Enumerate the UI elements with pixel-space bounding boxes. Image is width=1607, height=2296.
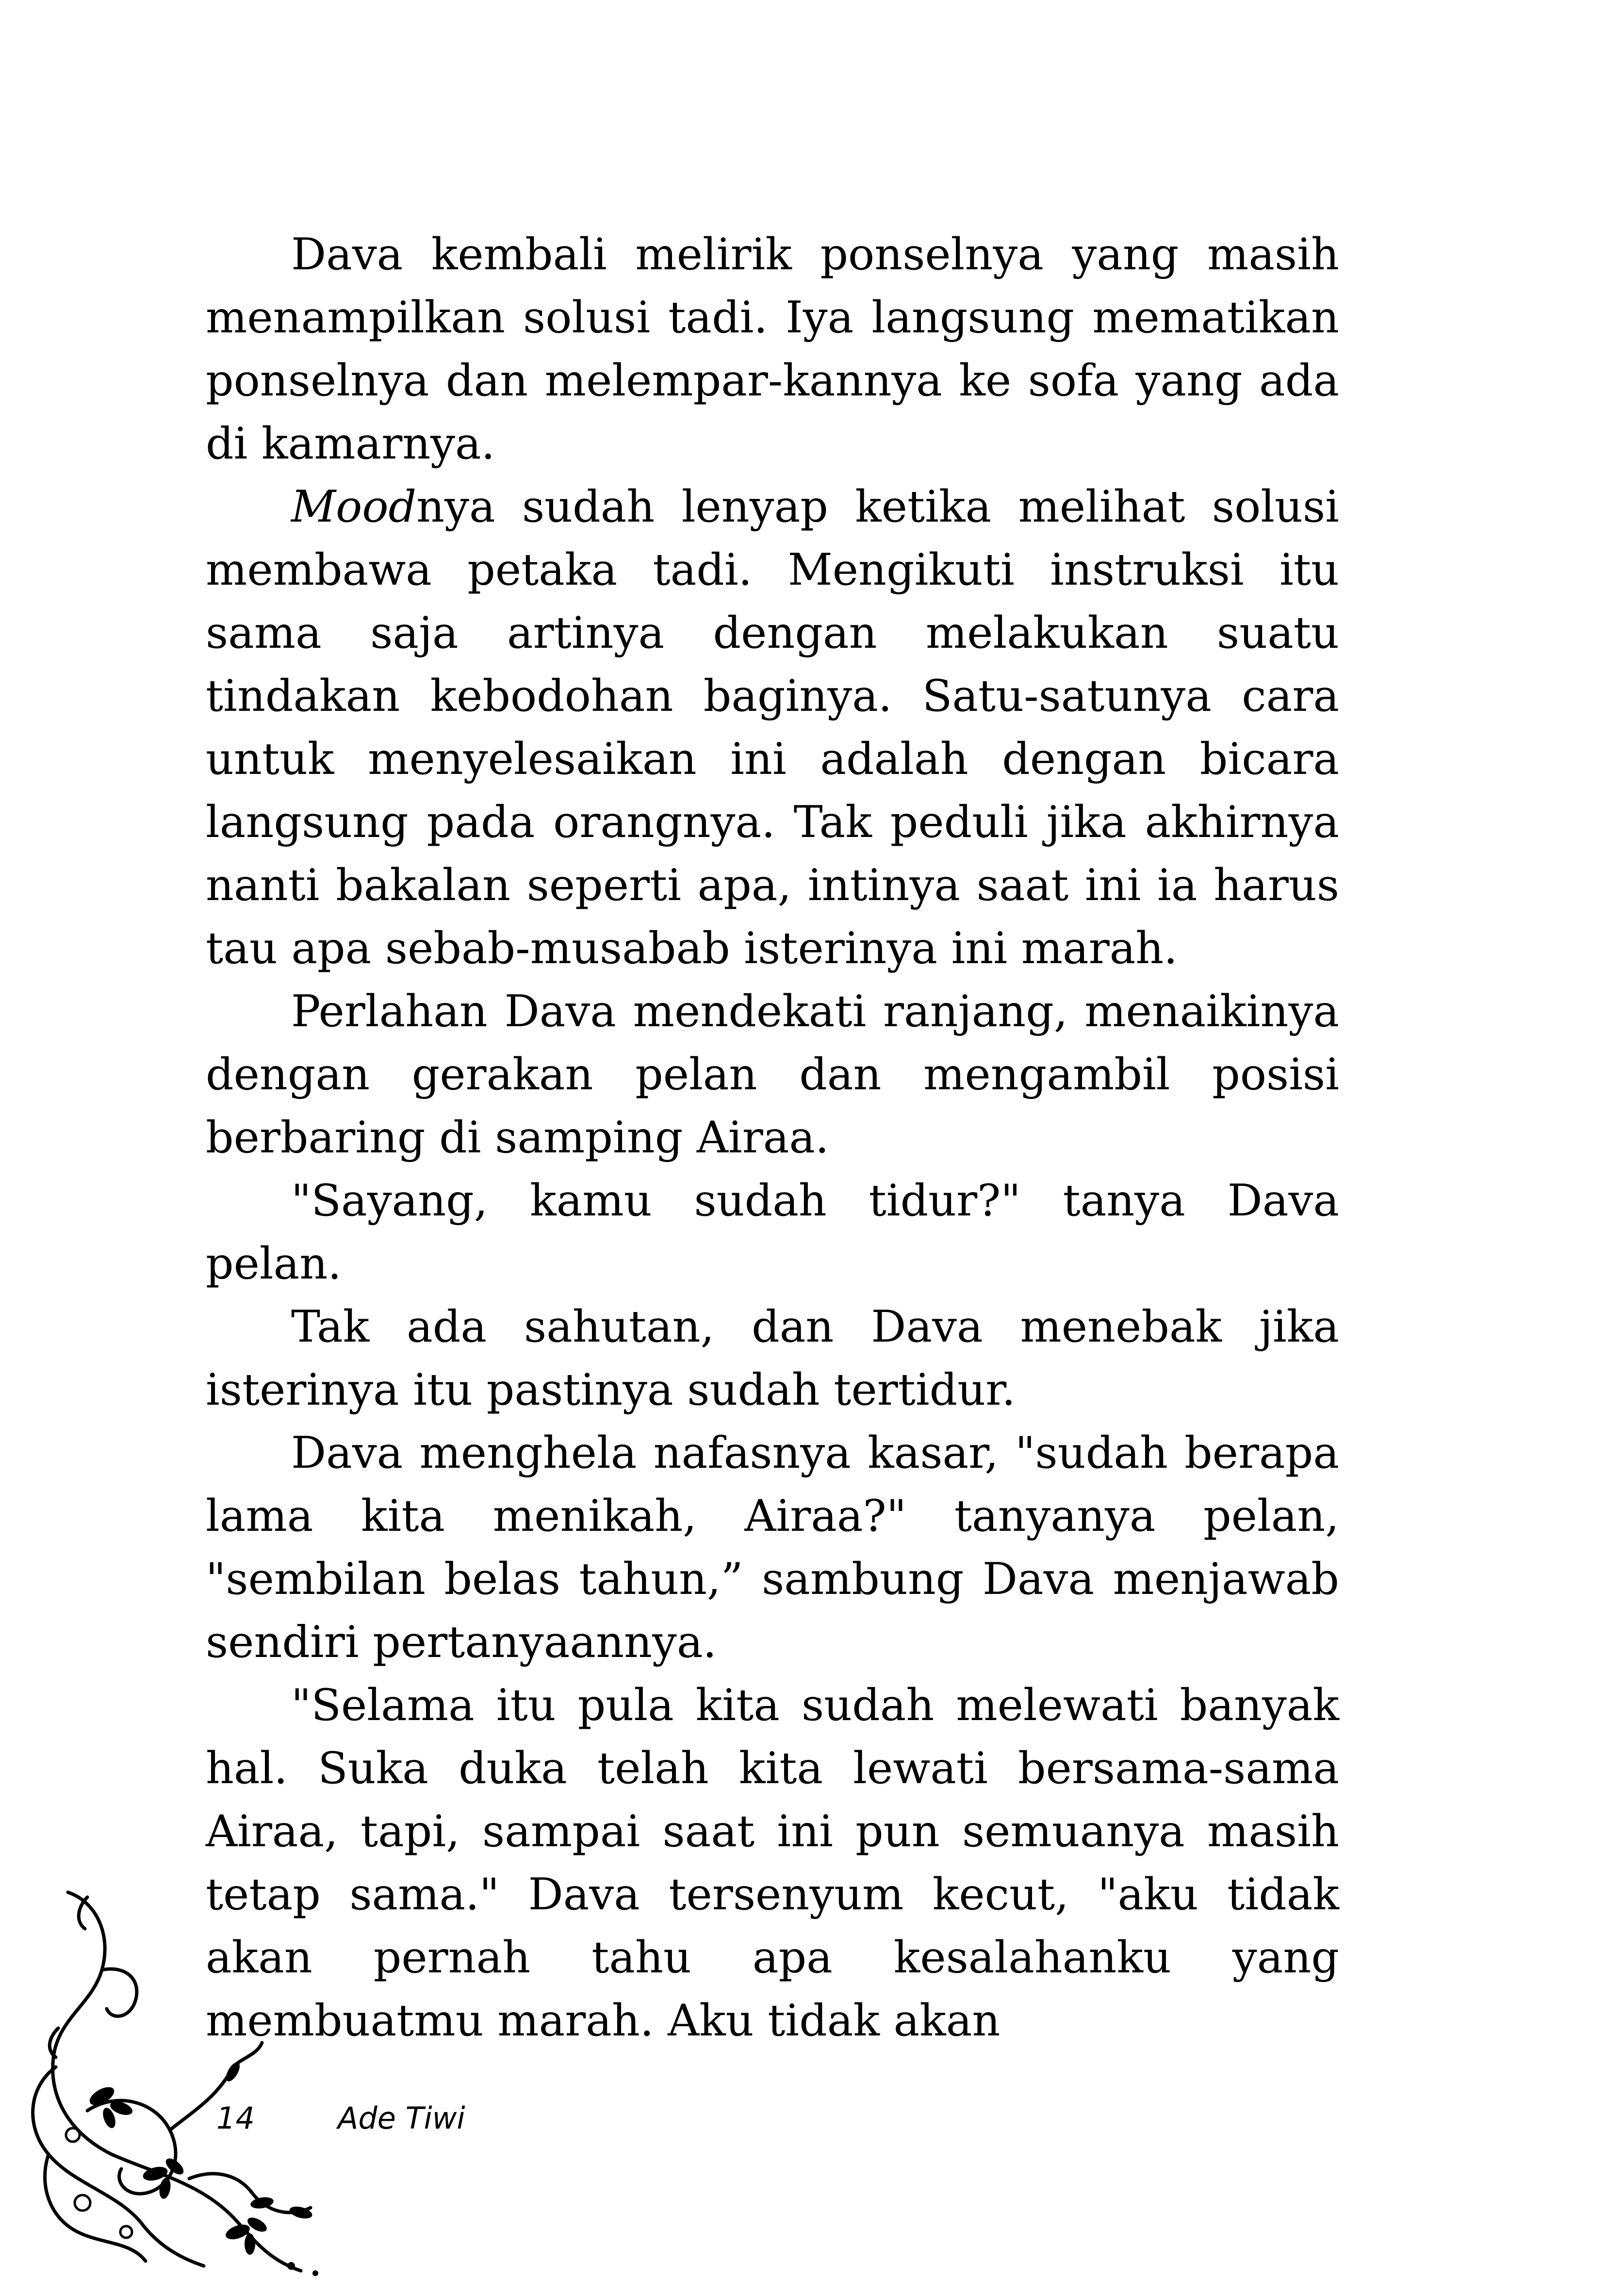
floral-corner-ornament-icon — [29, 1883, 378, 2280]
author-name: Ade Tiwi — [338, 2100, 465, 2136]
italic-word: Mood — [291, 481, 417, 532]
body-text — [206, 223, 1339, 2052]
paragraph: Perlahan Dava mendekati ranjang, menaikinya dengan gerakan pelan dan mengambil posisi berbaring di samping Airaa. — [206, 986, 1339, 1163]
page-footer — [216, 2086, 465, 2149]
paragraph — [206, 476, 1339, 980]
page-number: 14 — [216, 2100, 255, 2136]
paragraph: "Sayang, kamu sudah tidur?" tanya Dava pelan. — [206, 1175, 1339, 1289]
paragraph-text: nya sudah lenyap ketika melihat solusi membawa petaka tadi. Mengikuti instruksi itu sama saja artinya dengan melakukan suatu tindakan kebodohan baginya. Satu-satunya cara untuk menyelesaikan ini adalah dengan bicara langsung pada orangnya. Tak peduli jika akhirnya nanti bakalan seperti apa, intinya saat ini ia harus tau apa sebab-musabab isterinya ini marah. — [206, 481, 1339, 974]
paragraph: "Selama itu pula kita sudah melewati banyak hal. Suka duka telah kita lewati bersama-sama Airaa, tapi, sampai saat ini pun semuanya masih tetap sama." Dava tersenyum kecut, "aku tidak akan pernah tahu apa kesalahanku yang membuatmu marah. Aku tidak akan — [206, 1680, 1339, 2046]
paragraph: Tak ada sahutan, dan Dava menebak jika isterinya itu pastinya sudah tertidur. — [206, 1301, 1339, 1415]
paragraph: Dava kembali melirik ponselnya yang masih menampilkan solusi tadi. Iya langsung mematikan ponselnya dan melempar-kannya ke sofa yang ada di kamarnya. — [206, 229, 1339, 469]
paragraph: Dava menghela nafasnya kasar, "sudah berapa lama kita menikah, Airaa?" tanyanya pelan, "sembilan belas tahun,” sambung Dava menjawab sendiri pertanyaannya. — [206, 1427, 1339, 1668]
